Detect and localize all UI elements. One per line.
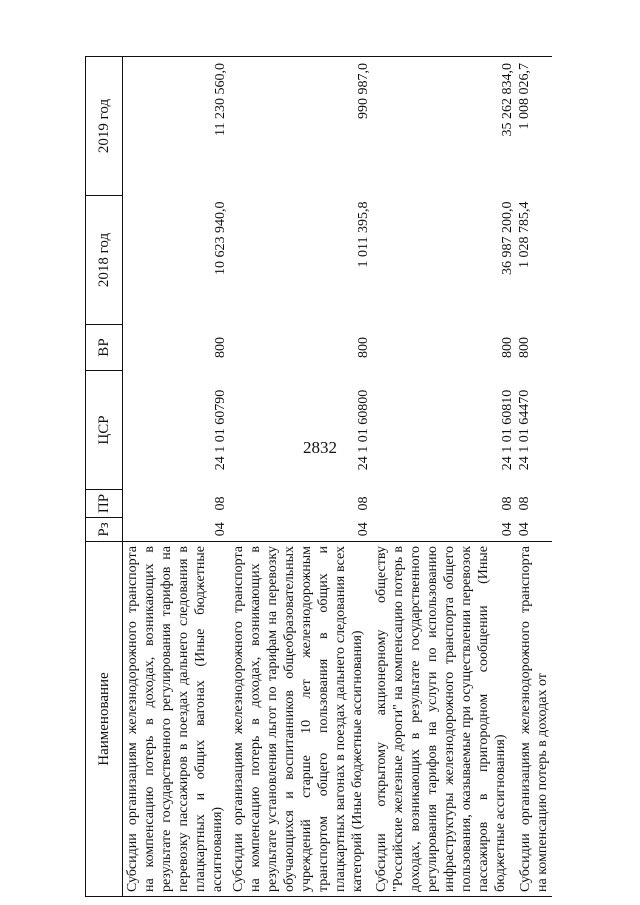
row-2018: 10 623 940,0 — [212, 201, 228, 275]
row-name: Субсидии организациям железнодорожного транспорта на компенсацию потерь в доходах от — [516, 542, 552, 897]
row-2018: 36 987 200,0 — [499, 201, 515, 275]
row-rz: 04 — [516, 522, 532, 537]
header-2018: 2018 год — [86, 196, 123, 325]
row-name: Субсидии организациям железнодорожного транспорта на компенсацию потерь в доходах, возникающих в результате установления льгот по тарифам на перевозку обучающихся и воспитанников общеобразовательных учреждений старше 10 лет железнодорожным транспортом общего пользования в общих и плацкартных вагонах в поездах дальнего следования всех категорий (Иные бюджетные ассигнования) — [229, 542, 372, 897]
header-2019: 2019 год — [86, 57, 123, 196]
row-2018: 1 011 395,8 — [355, 201, 371, 268]
row-rz: 04 — [212, 522, 228, 537]
row-csr: 24 1 01 60790 — [212, 389, 228, 471]
rotated-page-content — [85, 57, 610, 897]
row-rz: 04 — [499, 522, 515, 537]
row-vr: 800 — [212, 337, 228, 358]
header-pr: ПР — [86, 490, 123, 518]
header-name: Наименование — [86, 542, 123, 897]
header-vr: ВР — [86, 325, 123, 371]
table-row — [123, 57, 229, 897]
table-row — [229, 57, 372, 897]
row-csr: 24 1 01 64470 — [516, 389, 532, 471]
budget-table — [85, 56, 552, 897]
row-csr: 24 1 01 60800 — [355, 389, 371, 471]
row-vr: 800 — [516, 337, 532, 358]
row-pr: 08 — [516, 496, 532, 511]
row-2019: 35 262 834,0 — [372, 57, 516, 196]
row-name: Субсидии открытому акционерному обществу "Российские железные дороги" на компенсацию потерь в доходах, возникающих в результате государственного регулирования тарифов на услуги по использованию инфраструктуры железнодорожного транспорта общего пользования, оказываемые при осуществлении перевозок пассажиров в пригородном сообщении (Иные бюджетные ассигнования) — [372, 542, 516, 897]
row-2019: 1 008 026,7 — [516, 57, 552, 196]
row-rz: 04 — [355, 522, 371, 537]
page-number: 2832 — [303, 438, 337, 457]
row-pr: 08 — [499, 496, 515, 511]
table-row — [372, 57, 516, 897]
row-2019: 11 230 560,0 — [123, 57, 229, 196]
row-2018: 1 028 785,4 — [516, 201, 532, 268]
row-vr: 800 — [355, 337, 371, 358]
table-row — [516, 57, 552, 897]
row-name: Субсидии организациям железнодорожного транспорта на компенсацию потерь в доходах, возникающих в результате государственного регулирования тарифов на перевозку пассажиров в поездах дальнего следования в плацкартных и общих вагонах (Иные бюджетные ассигнования) — [123, 542, 229, 897]
row-2019: 990 987,0 — [229, 57, 372, 196]
header-rz: Рз — [86, 518, 123, 542]
row-csr: 24 1 01 60810 — [499, 389, 515, 471]
header-csr: ЦСР — [86, 371, 123, 490]
row-vr: 800 — [499, 337, 515, 358]
row-pr: 08 — [212, 496, 228, 511]
table-header-row — [86, 57, 123, 897]
row-pr: 08 — [355, 496, 371, 511]
